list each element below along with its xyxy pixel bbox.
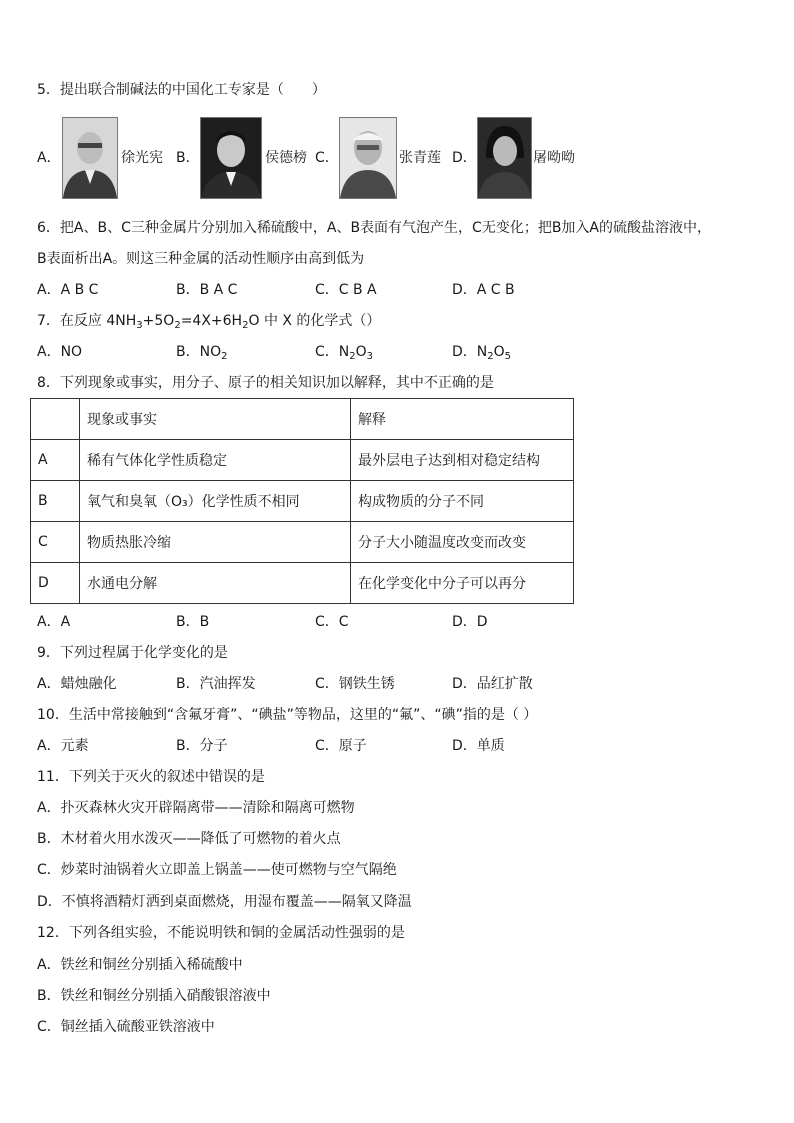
q11-stem: 11．下列关于灭火的叙述中错误的是 — [37, 769, 265, 785]
q8-table-header-explanation: 解释 — [351, 399, 574, 440]
q12-option-a: A．铁丝和铜丝分别插入稀硫酸中 — [37, 957, 243, 973]
q7-option-b-sub: 2 — [221, 351, 228, 362]
q5-portrait-b — [200, 117, 262, 199]
q5-option-c-name: 张青莲 — [399, 150, 441, 166]
q10-option-d: D．单质 — [452, 738, 505, 754]
q7-stem-mid2: =4X+6H — [180, 313, 243, 329]
q8-row-b-label: B — [31, 481, 80, 522]
q7-stem-mid1: +5O — [142, 313, 175, 329]
q10-stem: 10．生活中常接触到“含氟牙膏”、“碘盐”等物品，这里的“氟”、“碘”指的是（ ） — [37, 707, 538, 723]
q5-option-c-letter: C． — [315, 150, 339, 166]
q5-portrait-d — [477, 117, 532, 199]
q10-option-a: A．元素 — [37, 738, 89, 754]
q8-row-a-label: A — [31, 440, 80, 481]
q6-option-c: C．C B A — [315, 282, 377, 298]
q6-option-a: A．A B C — [37, 282, 99, 298]
q7-option-a-main: A．NO — [37, 344, 83, 360]
q12-option-b: B．铁丝和铜丝分别插入硝酸银溶液中 — [37, 988, 271, 1004]
q6-stem-line2: B表面析出A。则这三种金属的活动性顺序由高到低为 — [37, 251, 365, 267]
q5-stem: 5．提出联合制碱法的中国化工专家是（ ） — [37, 82, 326, 98]
q8-row-b-explanation: 构成物质的分子不同 — [351, 481, 574, 522]
q8-row-c-explanation: 分子大小随温度改变而改变 — [351, 522, 574, 563]
q11-option-a: A．扑灭森林火灾开辟隔离带——清除和隔离可燃物 — [37, 800, 355, 816]
q5-option-d-letter: D． — [452, 150, 477, 166]
q7-stem-sub2: 2 — [174, 320, 181, 331]
q7-option-d-sub: 2 — [487, 351, 494, 362]
q7-option-b — [176, 342, 227, 362]
q5-option-d-name: 屠呦呦 — [533, 150, 575, 166]
q8-row-a-explanation: 最外层电子达到相对稳定结构 — [351, 440, 574, 481]
q11-option-d: D．不慎将酒精灯洒到桌面燃烧，用湿布覆盖——隔氧又降温 — [37, 894, 412, 910]
q8-table-header-blank — [31, 399, 80, 440]
q5-option-b-name: 侯德榜 — [265, 150, 307, 166]
q9-option-b: B．汽油挥发 — [176, 676, 256, 692]
q5-portrait-a — [62, 117, 118, 199]
q7-option-c — [315, 342, 373, 362]
q7-stem-suffix: O 中 X 的化学式（） — [248, 313, 381, 329]
q11-option-b: B．木材着火用水泼灭——降低了可燃物的着火点 — [37, 831, 341, 847]
q8-row-d-label: D — [31, 563, 80, 604]
q8-table-row — [31, 481, 574, 522]
q7-stem-sub1: 3 — [136, 320, 143, 331]
q8-option-c: C．C — [315, 614, 349, 630]
q8-option-d: D．D — [452, 614, 488, 630]
q7-stem-prefix: 7．在反应 4NH — [37, 313, 137, 329]
q5-portrait-c — [339, 117, 397, 199]
q7-option-c-tail: O — [355, 344, 367, 360]
q7-stem — [37, 311, 380, 331]
q11-option-c: C．炒菜时油锅着火立即盖上锅盖——使可燃物与空气隔绝 — [37, 862, 397, 878]
q8-table-row — [31, 563, 574, 604]
q8-table-row — [31, 522, 574, 563]
q7-option-d-sub2: 5 — [504, 351, 512, 362]
q7-option-c-main: C．N — [315, 344, 350, 360]
q7-option-d-main: D．N — [452, 344, 488, 360]
q6-option-d: D．A C B — [452, 282, 515, 298]
q7-option-a — [37, 342, 82, 362]
q8-option-a: A．A — [37, 614, 71, 630]
q7-option-d-tail: O — [493, 344, 505, 360]
q10-option-c: C．原子 — [315, 738, 367, 754]
q7-stem-sub3: 2 — [242, 320, 249, 331]
q12-stem: 12．下列各组实验，不能说明铁和铜的金属活动性强弱的是 — [37, 925, 405, 941]
q6-stem-line1: 6．把A、B、C三种金属片分别加入稀硫酸中，A、B表面有气泡产生，C无变化；把B加入A的硫酸盐溶液中， — [37, 220, 712, 236]
q7-option-d — [452, 342, 511, 362]
q9-option-a: A．蜡烛融化 — [37, 676, 117, 692]
q8-row-c-phenomenon: 物质热胀冷缩 — [80, 522, 351, 563]
q8-table-row — [31, 440, 574, 481]
q8-row-a-phenomenon: 稀有气体化学性质稳定 — [80, 440, 351, 481]
q5-option-a-letter: A． — [37, 150, 61, 166]
q8-table-header-row — [31, 399, 574, 440]
q7-option-c-sub2: 3 — [366, 351, 374, 362]
q7-option-c-sub: 2 — [349, 351, 356, 362]
q8-row-c-label: C — [31, 522, 80, 563]
q8-row-d-explanation: 在化学变化中分子可以再分 — [351, 563, 574, 604]
q7-option-b-main: B．NO — [176, 344, 222, 360]
q5-option-b-letter: B． — [176, 150, 200, 166]
q9-stem: 9．下列过程属于化学变化的是 — [37, 645, 228, 661]
q8-stem: 8．下列现象或事实，用分子、原子的相关知识加以解释，其中不正确的是 — [37, 375, 494, 391]
q8-option-b: B．B — [176, 614, 210, 630]
q8-table-header-phenomenon: 现象或事实 — [80, 399, 351, 440]
q6-option-b: B．B A C — [176, 282, 238, 298]
q9-option-d: D．品红扩散 — [452, 676, 533, 692]
q12-option-c: C．铜丝插入硫酸亚铁溶液中 — [37, 1019, 215, 1035]
q8-row-d-phenomenon: 水通电分解 — [80, 563, 351, 604]
q9-option-c: C．钢铁生锈 — [315, 676, 395, 692]
q8-table — [30, 398, 574, 604]
q5-option-a-name: 徐光宪 — [121, 150, 163, 166]
q8-row-b-phenomenon: 氧气和臭氧（O₃）化学性质不相同 — [80, 481, 351, 522]
q10-option-b: B．分子 — [176, 738, 228, 754]
